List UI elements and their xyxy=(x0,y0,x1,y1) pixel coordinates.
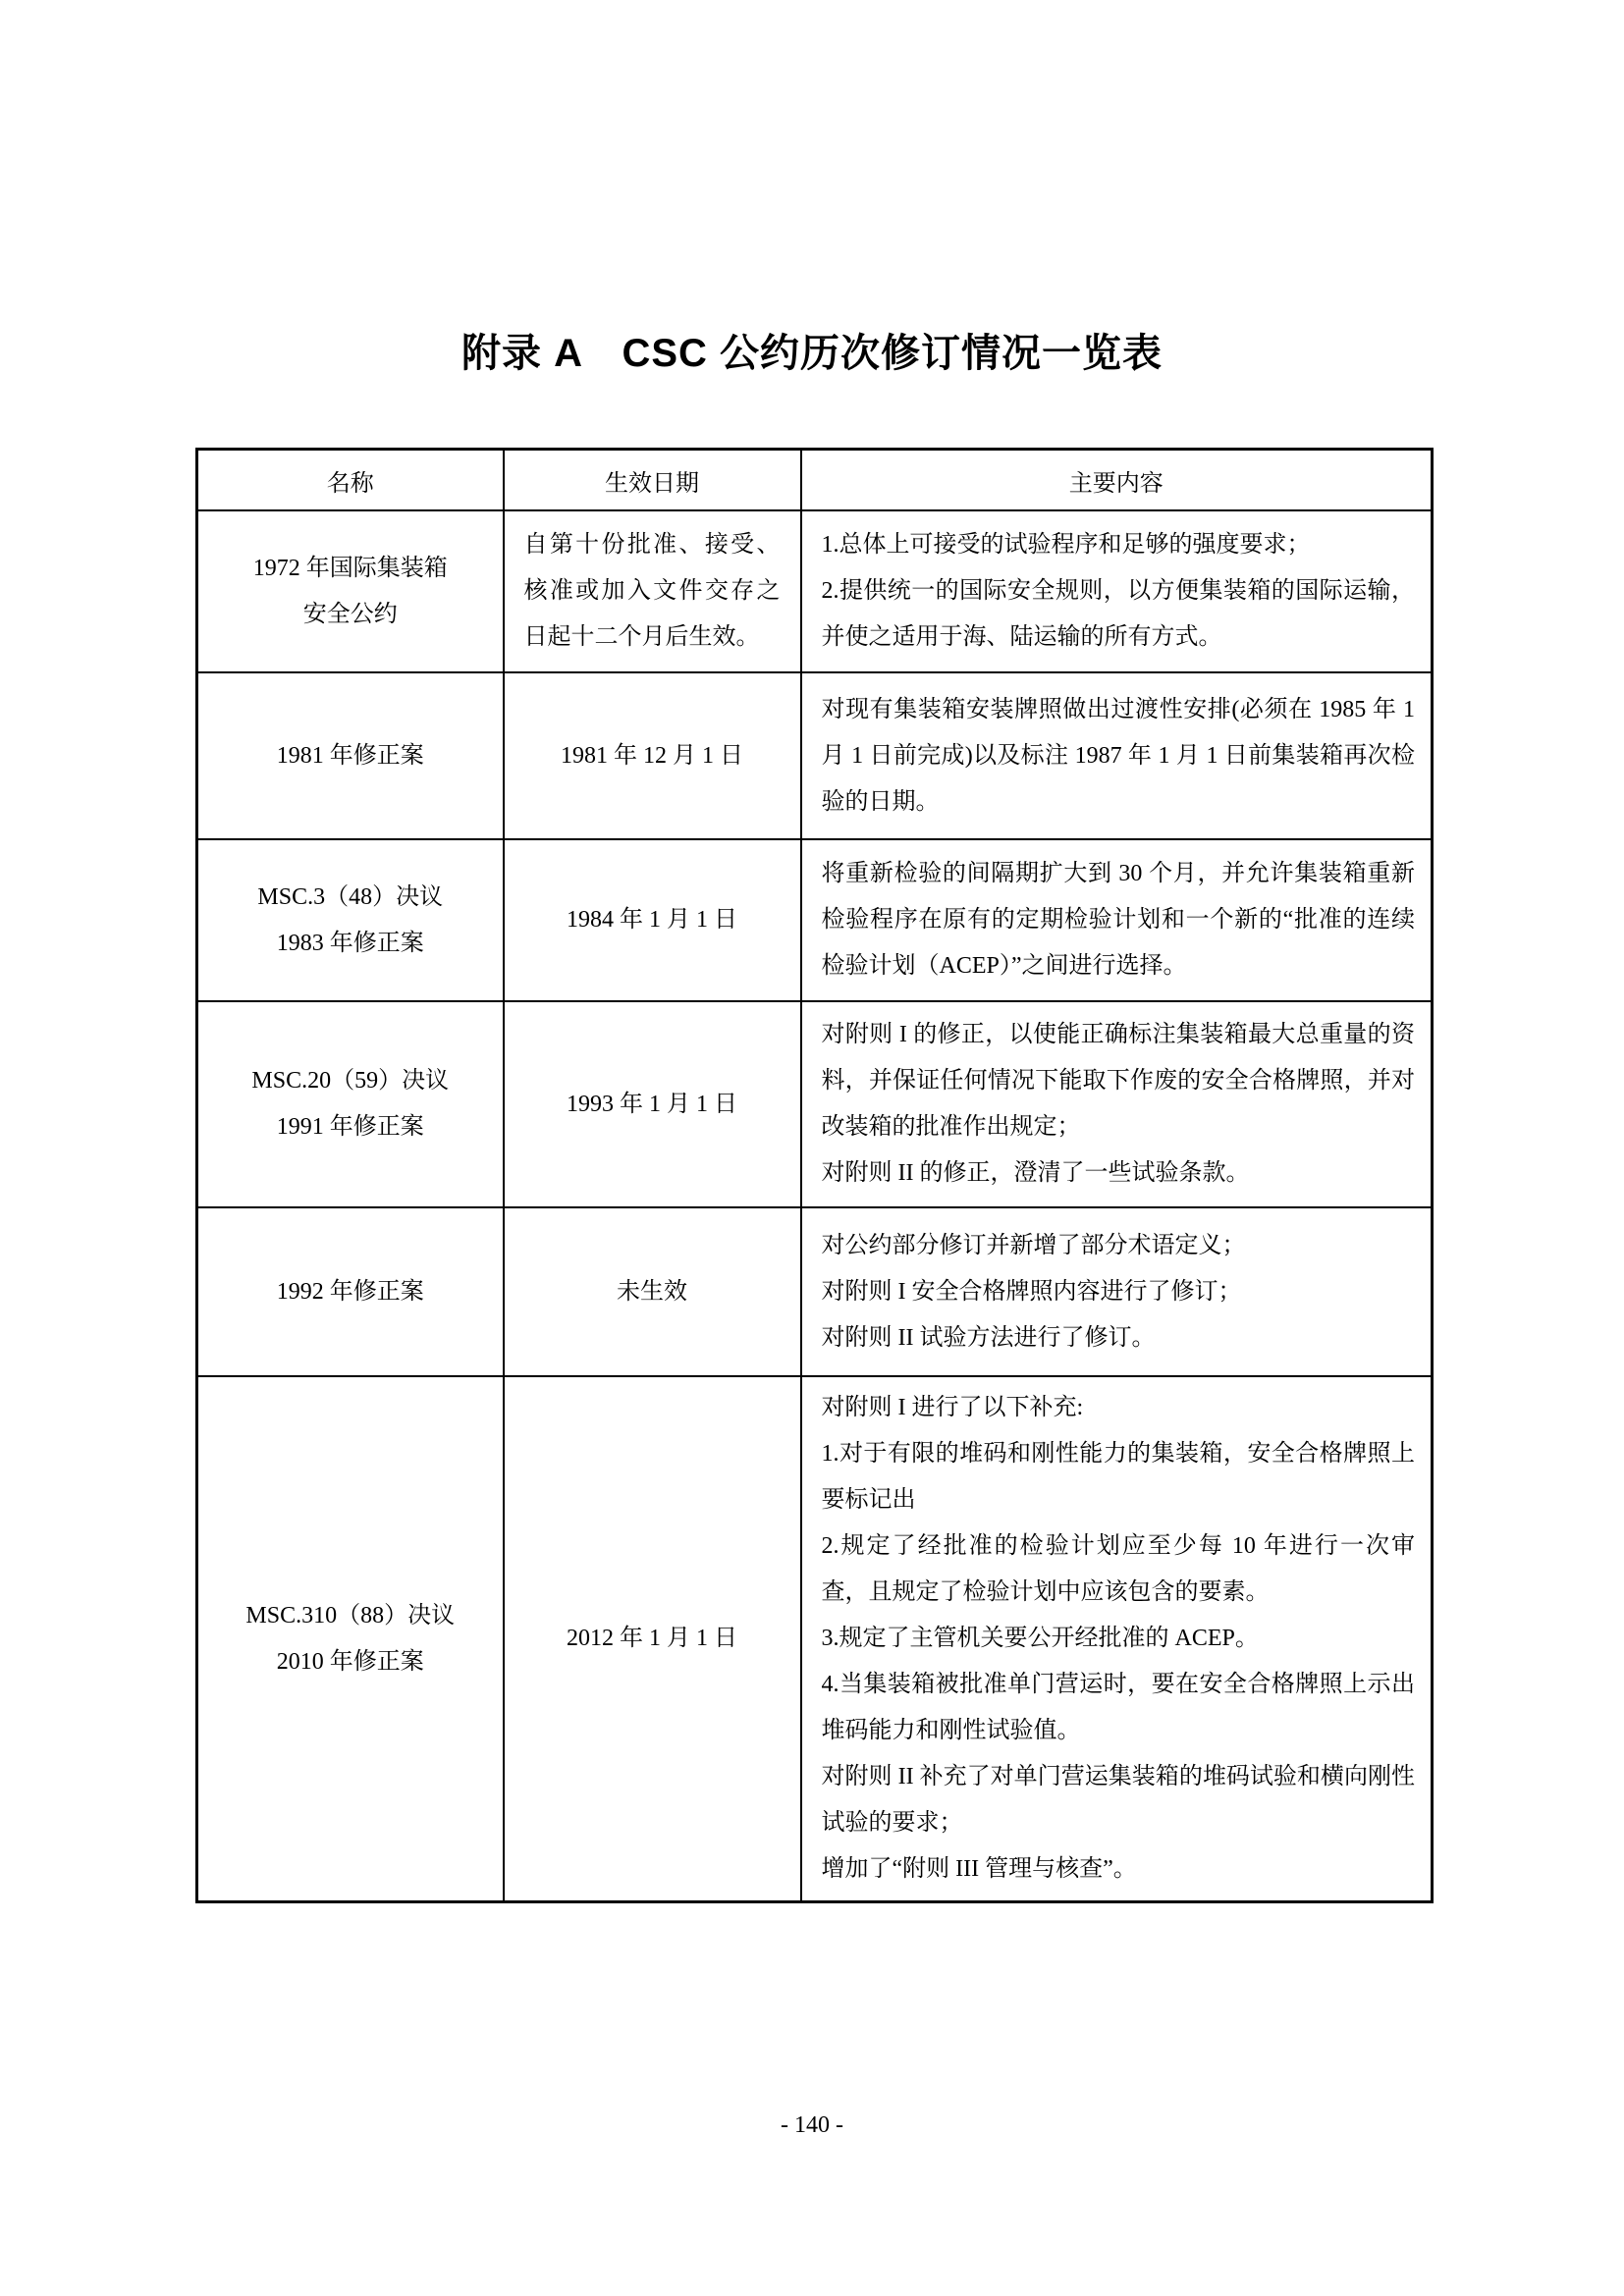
table-row xyxy=(197,1001,1433,1207)
content-paragraph: 对附则 I 进行了以下补充: xyxy=(821,1395,1084,1420)
effective-date-cell: 自第十份批准、接受、核准或加入文件交存之日起十二个月后生效。 xyxy=(504,510,801,672)
name-line: 1991 年修正案 xyxy=(276,1114,424,1140)
effective-date-cell: 1984 年 1 月 1 日 xyxy=(504,839,801,1001)
effective-date-cell: 1981 年 12 月 1 日 xyxy=(504,672,801,839)
name-line: 1972 年国际集装箱 xyxy=(252,555,448,581)
main-content-cell xyxy=(801,1376,1433,1902)
content-paragraph: 增加了“附则 III 管理与核查”。 xyxy=(821,1856,1137,1882)
page-number: - 140 - xyxy=(781,2112,843,2138)
content-paragraph: 对附则 I 的修正，以使能正确标注集装箱最大总重量的资料，并保证任何情况下能取下作废的安全合格牌照，并对改装箱的批准作出规定； xyxy=(821,1022,1415,1140)
table-row xyxy=(197,672,1433,839)
main-content-cell xyxy=(801,672,1433,839)
table-row xyxy=(197,1376,1433,1902)
name-line: 1992 年修正案 xyxy=(276,1278,424,1305)
main-content-cell xyxy=(801,1001,1433,1207)
content-paragraph: 对公约部分修订并新增了部分术语定义； xyxy=(821,1232,1246,1258)
name-cell xyxy=(197,1207,504,1376)
name-line: 2010 年修正案 xyxy=(276,1648,424,1675)
content-paragraph: 对附则 II 试验方法进行了修订。 xyxy=(821,1324,1156,1351)
effective-date-cell: 1993 年 1 月 1 日 xyxy=(504,1001,801,1207)
name-cell xyxy=(197,672,504,839)
column-header-name: 名称 xyxy=(197,450,504,511)
table-header-row xyxy=(197,450,1433,511)
table-row xyxy=(197,839,1433,1001)
name-cell xyxy=(197,839,504,1001)
name-line: 1981 年修正案 xyxy=(276,742,424,769)
name-line: MSC.310（88）决议 xyxy=(245,1602,456,1629)
content-paragraph: 2.提供统一的国际安全规则，以方便集装箱的国际运输，并使之适用于海、陆运输的所有方式。 xyxy=(821,578,1415,650)
content-paragraph: 将重新检验的间隔期扩大到 30 个月，并允许集装箱重新检验程序在原有的定期检验计划和一个新的“批准的连续检验计划（ACEP）”之间进行选择。 xyxy=(821,861,1415,979)
page-title: 附录 A CSC 公约历次修订情况一览表 xyxy=(460,332,1164,375)
effective-date-cell: 未生效 xyxy=(504,1207,801,1376)
name-line: 1983 年修正案 xyxy=(276,930,424,956)
content-paragraph: 对附则 II 的修正，澄清了一些试验条款。 xyxy=(821,1160,1250,1186)
table-row xyxy=(197,510,1433,672)
content-paragraph: 对附则 II 补充了对单门营运集装箱的堆码试验和横向刚性试验的要求； xyxy=(821,1764,1415,1836)
main-content-cell xyxy=(801,1207,1433,1376)
name-line: 安全公约 xyxy=(302,601,398,627)
main-content-cell xyxy=(801,510,1433,672)
table-row xyxy=(197,1207,1433,1376)
column-header-effective-date: 生效日期 xyxy=(504,450,801,511)
name-line: MSC.3（48）决议 xyxy=(257,883,444,910)
name-cell xyxy=(197,1001,504,1207)
effective-date-cell: 2012 年 1 月 1 日 xyxy=(504,1376,801,1902)
content-paragraph: 2.规定了经批准的检验计划应至少每 10 年进行一次审查，且规定了检验计划中应该包含的要素。 xyxy=(821,1533,1415,1605)
column-header-main-content: 主要内容 xyxy=(801,450,1433,511)
content-paragraph: 3.规定了主管机关要公开经批准的 ACEP。 xyxy=(821,1626,1259,1651)
content-paragraph: 1.对于有限的堆码和刚性能力的集装箱，安全合格牌照上要标记出 xyxy=(821,1441,1415,1513)
content-paragraph: 对附则 I 安全合格牌照内容进行了修订； xyxy=(821,1278,1242,1305)
name-cell xyxy=(197,510,504,672)
name-line: MSC.20（59）决议 xyxy=(251,1068,450,1094)
name-cell xyxy=(197,1376,504,1902)
content-paragraph: 对现有集装箱安装牌照做出过渡性安排(必须在 1985 年 1 月 1 日前完成)以及标注 1987 年 1 月 1 日前集装箱再次检验的日期。 xyxy=(821,696,1415,815)
content-paragraph: 4.当集装箱被批准单门营运时，要在安全合格牌照上示出堆码能力和刚性试验值。 xyxy=(821,1672,1415,1743)
content-paragraph: 1.总体上可接受的试验程序和足够的强度要求； xyxy=(821,532,1311,558)
csc-amendments-table xyxy=(195,448,1434,1903)
main-content-cell xyxy=(801,839,1433,1001)
